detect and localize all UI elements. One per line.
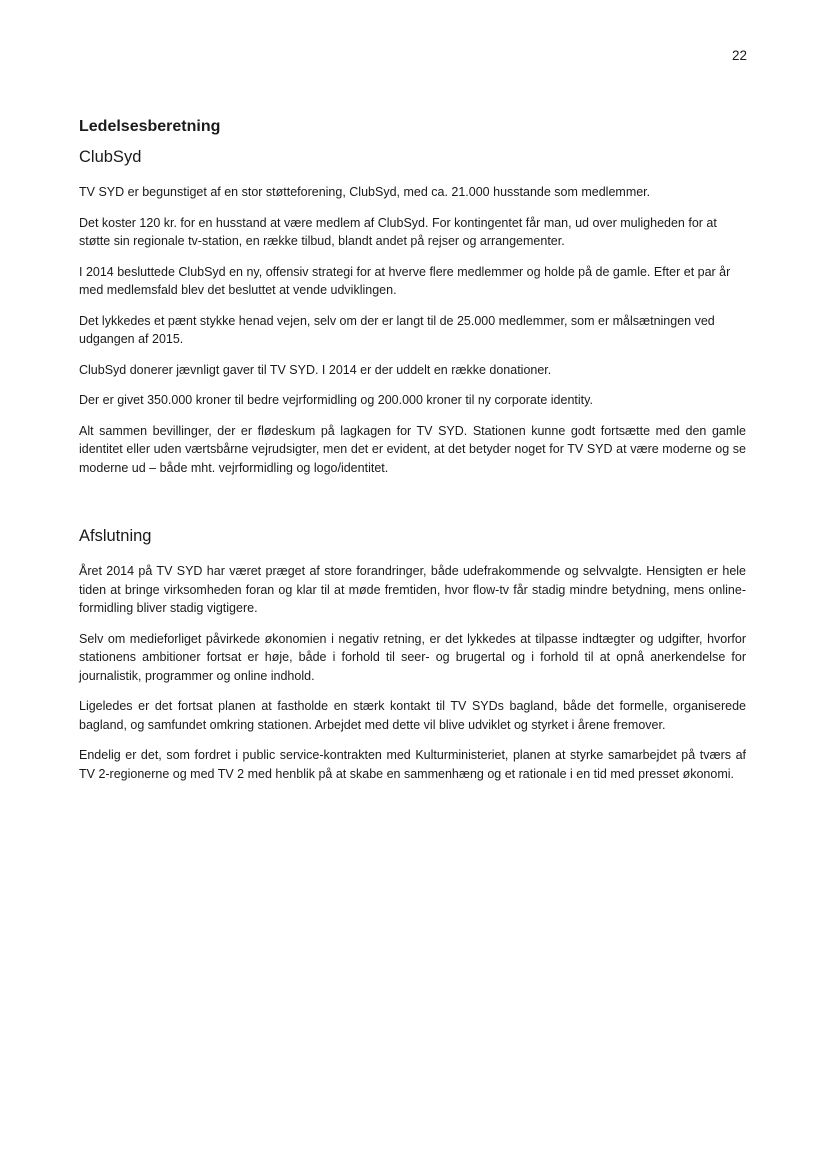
paragraph: Selv om medieforliget påvirkede økonomien i negativ retning, er det lykkedes at tilpasse indtægter og udgifter, hvorfor stationens ambitioner fortsat er høje, både i forhold til seer- og brugertal og i forhold til at opnå anerkendelse for journalistik, programmer og online indhold. — [79, 631, 746, 683]
paragraph: Alt sammen bevillinger, der er flødeskum på lagkagen for TV SYD. Stationen kunne godt fortsætte med den gamle identitet eller uden værtsbårne vejrudsigter, men det er evident, at det betyder noget for TV SYD at være moderne og se moderne ud – både mht. vejrformidling og logo/identitet. — [79, 423, 746, 475]
paragraph: Det lykkedes et pænt stykke henad vejen, selv om der er langt til de 25.000 medlemmer, som er målsætningen ved udgangen af 2015. — [79, 313, 715, 346]
paragraph: Der er givet 350.000 kroner til bedre vejrformidling og 200.000 kroner til ny corporate identity. — [79, 393, 593, 407]
document-title: Ledelsesberetning — [79, 118, 221, 135]
section-heading-clubsyd: ClubSyd — [79, 148, 142, 166]
paragraph: ClubSyd donerer jævnligt gaver til TV SYD. I 2014 er der uddelt en række donationer. — [79, 362, 552, 377]
paragraph: I 2014 besluttede ClubSyd en ny, offensiv strategi for at hverve flere medlemmer og holde på de gamle. Efter et par år med medlemsfald blev det besluttet at vende udviklingen. — [79, 264, 731, 297]
paragraph: Året 2014 på TV SYD har været præget af store forandringer, både udefrakommende og selvvalgte. Hensigten er hele tiden at bringe virksomheden foran og klar til at møde fremtiden, hvor flow-tv får stadig mindre betydning, mens online-formidling bliver stadig vigtigere. — [79, 564, 746, 615]
section-afslutning — [79, 527, 746, 783]
section-spacer — [79, 489, 746, 527]
document-body — [79, 118, 746, 795]
paragraph: Ligeledes er det fortsat planen at fastholde en stærk kontakt til TV SYDs bagland, både det formelle, organiserede bagland, og samfundet omkring stationen. Arbejdet med dette vil blive udviklet og styrket i årene fremover. — [79, 699, 746, 732]
paragraph: Det koster 120 kr. for en husstand at være medlem af ClubSyd. For kontingentet får man, ud over muligheden for at støtte sin regionale tv-station, en række tilbud, blandt andet på rejser og arrangementer. — [79, 215, 717, 248]
section-heading-afslutning: Afslutning — [79, 527, 152, 545]
page-number: 22 — [731, 48, 747, 63]
paragraph: Endelig er det, som fordret i public service-kontrakten med Kulturministeriet, planen at styrke samarbejdet på tværs af TV 2-regionerne og med TV 2 med henblik på at skabe en sammenhæng og et rationale i en tid med presset økonomi. — [79, 748, 746, 781]
section-clubsyd — [79, 148, 746, 477]
paragraph: TV SYD er begunstiget af en stor støtteforening, ClubSyd, med ca. 21.000 husstande som medlemmer. — [79, 185, 651, 199]
